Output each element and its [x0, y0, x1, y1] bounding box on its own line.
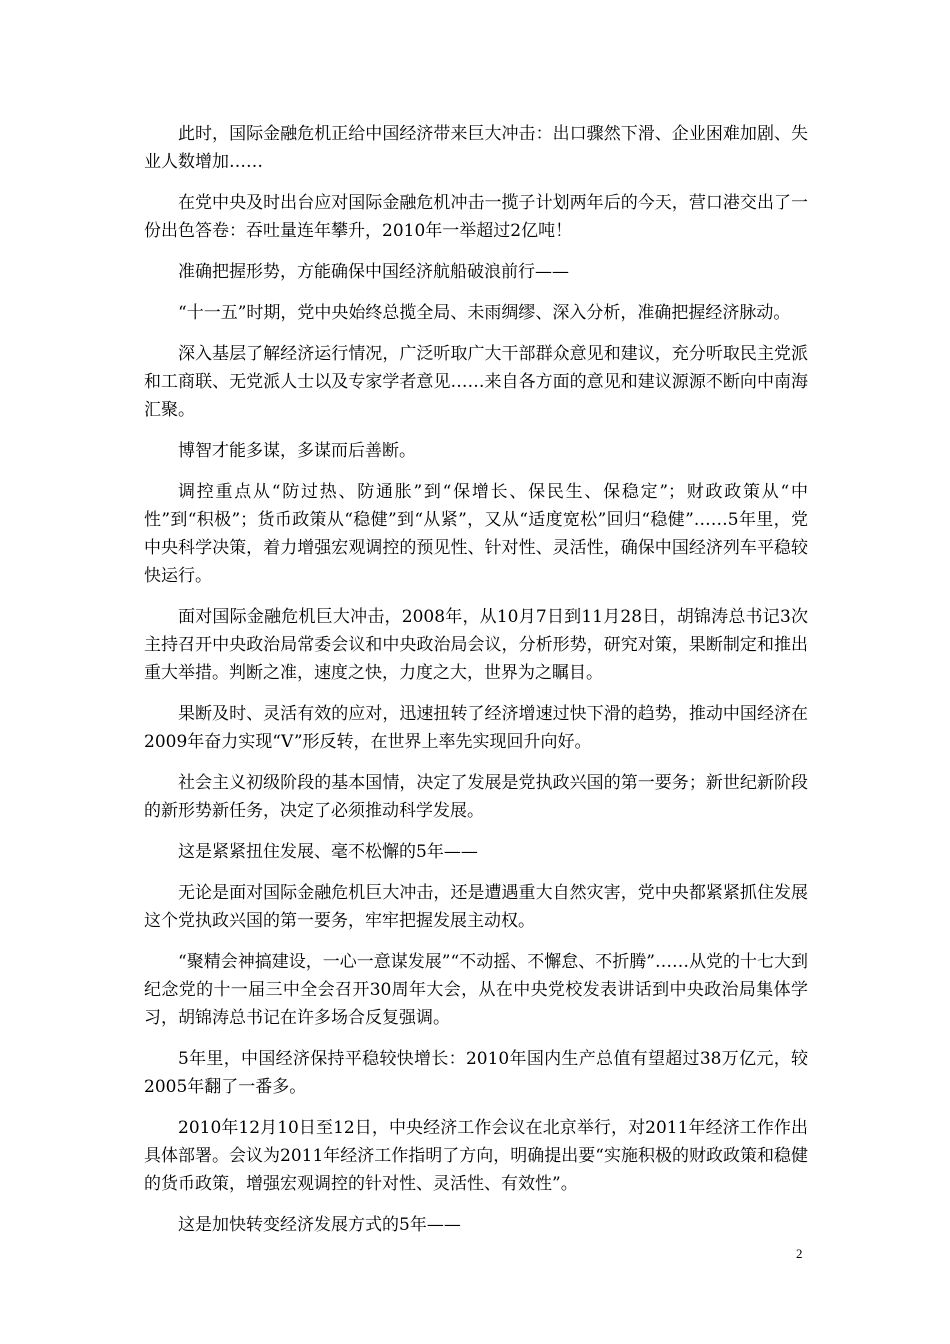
document-body [144, 120, 808, 1252]
paragraph: 社会主义初级阶段的基本国情，决定了发展是党执政兴国的第一要务；新世纪新阶段的新形势新任务，决定了必须推动科学发展。 [144, 773, 808, 821]
paragraph: 面对国际金融危机巨大冲击，2008年，从10月7日到11月28日，胡锦涛总书记3次主持召开中央政治局常委会议和中央政治局会议，分析形势，研究对策，果断制定和推出重大举措。判断之准，速度之快，力度之大，世界为之瞩目。 [144, 607, 808, 683]
paragraph: “聚精会神搞建设，一心一意谋发展”“不动摇、不懈怠、不折腾”……从党的十七大到纪念党的十一届三中全会召开30周年大会，从在中央党校发表讲话到中央政治局集体学习，胡锦涛总书记在许多场合反复强调。 [144, 952, 808, 1028]
paragraph: 博智才能多谋，多谋而后善断。 [178, 441, 416, 461]
paragraph: “十一五”时期，党中央始终总揽全局、未雨绸缪、深入分析，准确把握经济脉动。 [178, 303, 791, 323]
paragraph: 2010年12月10日至12日，中央经济工作会议在北京举行，对2011年经济工作作出具体部署。会议为2011年经济工作指明了方向，明确提出要“实施积极的财政政策和稳健的货币政策，增强宏观调控的针对性、灵活性、有效性”。 [144, 1118, 808, 1194]
page-number: 2 [796, 1246, 803, 1261]
paragraph: 深入基层了解经济运行情况，广泛听取广大干部群众意见和建议，充分听取民主党派和工商联、无党派人士以及专家学者意见……来自各方面的意见和建议源源不断向中南海汇聚。 [144, 344, 808, 420]
paragraph: 5年里，中国经济保持平稳较快增长：2010年国内生产总值有望超过38万亿元，较2005年翻了一番多。 [144, 1049, 808, 1097]
paragraph: 此时，国际金融危机正给中国经济带来巨大冲击：出口骤然下滑、企业困难加剧、失业人数增加…… [144, 124, 808, 172]
paragraph: 准确把握形势，方能确保中国经济航船破浪前行—— [178, 262, 569, 282]
paragraph: 这是加快转变经济发展方式的5年—— [178, 1215, 461, 1235]
paragraph: 果断及时、灵活有效的应对，迅速扭转了经济增速过快下滑的趋势，推动中国经济在2009年奋力实现“V”形反转，在世界上率先实现回升向好。 [144, 704, 808, 752]
paragraph: 调控重点从“防过热、防通胀”到“保增长、保民生、保稳定”；财政政策从“中性”到“积极”；货币政策从“稳健”到“从紧”，又从“适度宽松”回归“稳健”……5年里，党中央科学决策，着力增强宏观调控的预见性、针对性、灵活性，确保中国经济列车平稳较快运行。 [144, 482, 808, 586]
paragraph: 在党中央及时出台应对国际金融危机冲击一揽子计划两年后的今天，营口港交出了一份出色答卷：吞吐量连年攀升，2010年一举超过2亿吨！ [144, 193, 808, 241]
paragraph: 无论是面对国际金融危机巨大冲击，还是遭遇重大自然灾害，党中央都紧紧抓住发展这个党执政兴国的第一要务，牢牢把握发展主动权。 [144, 883, 808, 931]
paragraph: 这是紧紧扭住发展、毫不松懈的5年—— [178, 842, 478, 862]
